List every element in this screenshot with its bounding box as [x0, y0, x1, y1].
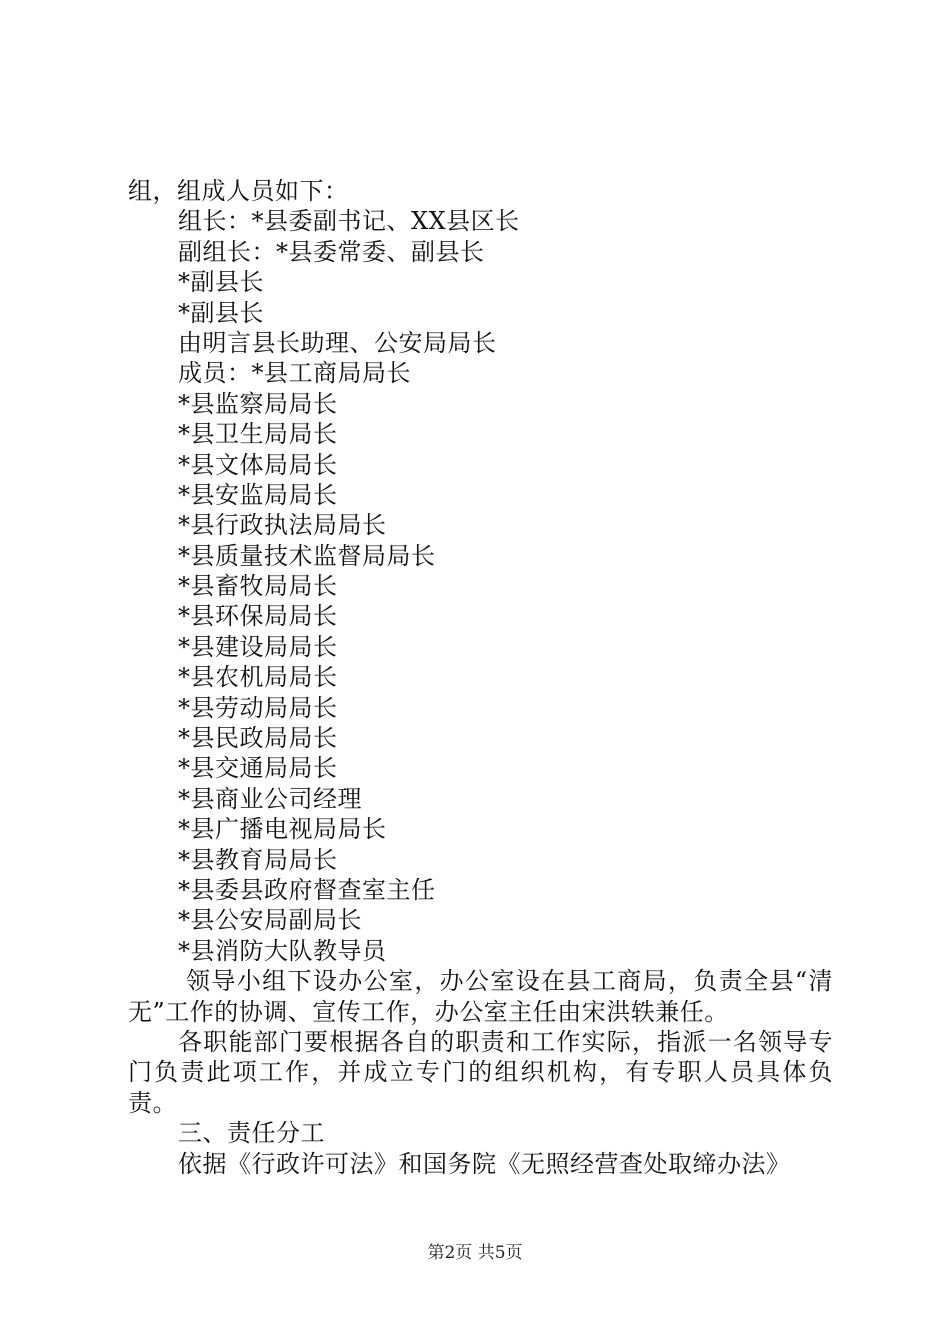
member-list-item: *县广播电视局局长	[178, 815, 387, 844]
member-list-item: *县监察局局长	[178, 389, 338, 418]
member-list-item: *县卫生局局长	[178, 420, 338, 449]
page-number-footer: 第2页 共5页	[427, 1243, 523, 1263]
member-list-item: *县环保局局长	[178, 602, 338, 631]
member-list-item: *县行政执法局局长	[178, 511, 387, 540]
member-list-item: *县文体局局长	[178, 450, 338, 479]
document-body	[128, 176, 833, 1179]
member-list-item: *县消防大队教导员	[178, 936, 387, 965]
member-list-item: *县安监局局长	[178, 480, 338, 509]
member-list-item: *县建设局局长	[178, 632, 338, 661]
member-list-item: *县畜牧局局长	[178, 572, 338, 601]
member-list-item: *县教育局局长	[178, 845, 338, 874]
text-line-vice-county-head-1: *副县长	[178, 268, 264, 297]
paragraph-office-setup: 领导小组下设办公室，办公室设在县工商局，负责全县“清无”工作的协调、宣传工作，办公室主任由宋洪轶兼任。	[128, 967, 833, 1026]
member-list-item: *县委县政府督查室主任	[178, 875, 436, 904]
paragraph-department-duties: 各职能部门要根据各自的职责和工作实际，指派一名领导专门负责此项工作，并成立专门的组织机构，有专职人员具体负责。	[128, 1027, 833, 1117]
paragraph-legal-basis: 依据《行政许可法》和国务院《无照经营查处取缔办法》	[178, 1149, 791, 1178]
section-heading-responsibilities: 三、责任分工	[178, 1119, 325, 1148]
text-line-deputy-leader: 副组长：*县委常委、副县长	[178, 237, 485, 266]
text-line-group-leader: 组长：*县委副书记、XX县区长	[178, 207, 520, 236]
member-list-item: *县民政局局长	[178, 724, 338, 753]
member-list-item: *县商业公司经理	[178, 784, 362, 813]
member-list-item: *县质量技术监督局局长	[178, 541, 436, 570]
member-list-item: *县农机局局长	[178, 663, 338, 692]
member-list-item: *县交通局局长	[178, 754, 338, 783]
text-line-assistant-police-chief: 由明言县长助理、公安局局长	[178, 328, 497, 357]
member-list-item: *县劳动局局长	[178, 693, 338, 722]
text-line-vice-county-head-2: *副县长	[178, 298, 264, 327]
member-list-item: *县公安局副局长	[178, 906, 362, 935]
text-line-members: 成员：*县工商局局长	[178, 359, 411, 388]
text-line-group-composition: 组，组成人员如下：	[128, 177, 349, 205]
